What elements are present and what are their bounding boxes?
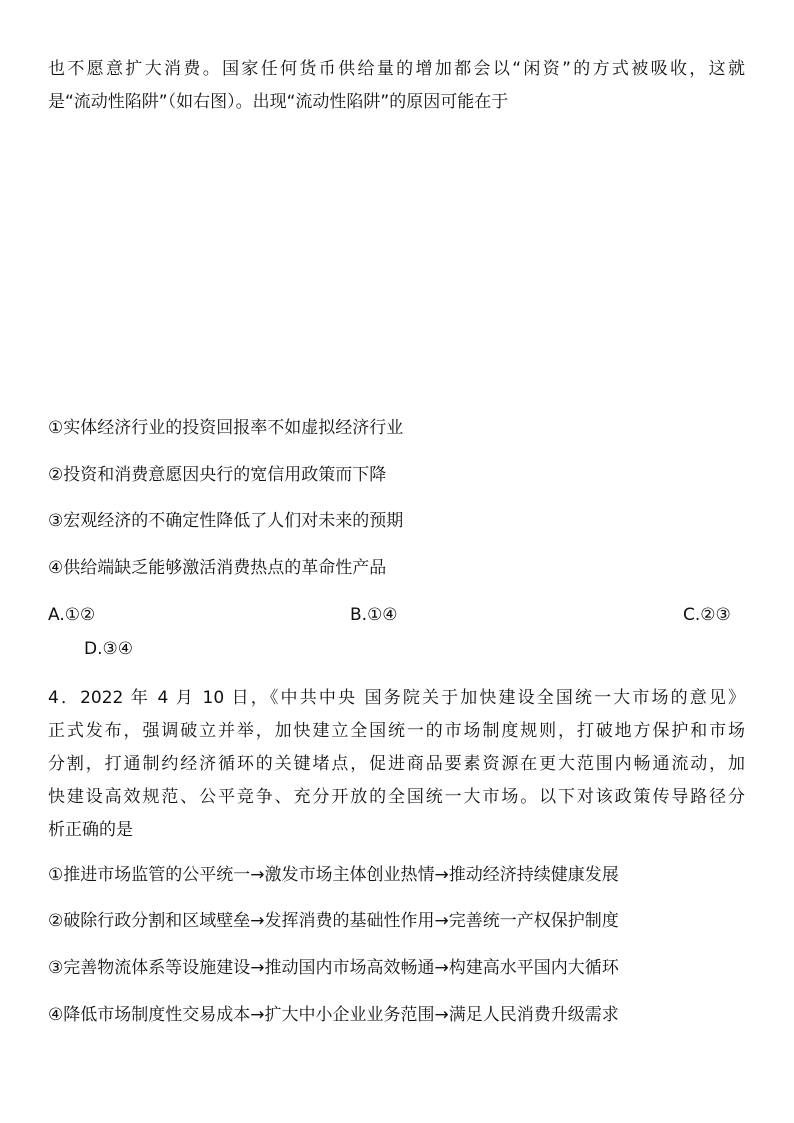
q3-option-b[interactable]: B.①④	[350, 605, 398, 625]
q4-statement-2: ②破除行政分割和区域壁垒→发挥消费的基础性作用→完善统一产权保护制度	[48, 911, 619, 931]
q4-statement-3: ③完善物流体系等设施建设→推动国内市场高效畅通→构建高水平国内大循环	[48, 958, 619, 978]
q4-stem-line-2: 正式发布，强调破立并举，加快建立全国统一的市场制度规则，打破地方保护和市场	[48, 721, 745, 741]
q3-option-d[interactable]: D.③④	[84, 639, 133, 659]
q3-statement-3: ③宏观经济的不确定性降低了人们对未来的预期	[48, 511, 404, 531]
q3-statement-1: ①实体经济行业的投资回报率不如虚拟经济行业	[48, 418, 404, 438]
q3-option-c[interactable]: C.②③	[683, 605, 731, 625]
q3-statement-4: ④供给端缺乏能够激活消费热点的革命性产品	[48, 558, 387, 578]
q3-option-a[interactable]: A.①②	[48, 605, 96, 625]
figure-placeholder-area	[48, 122, 745, 402]
intro-line-1: 也不愿意扩大消费。国家任何货币供给量的增加都会以“闲资”的方式被吸收，这就	[48, 59, 745, 79]
q4-stem-line-5: 析正确的是	[48, 820, 133, 840]
q4-statement-1: ①推进市场监管的公平统一→激发市场主体创业热情→推动经济持续健康发展	[48, 865, 619, 885]
q4-statement-4: ④降低市场制度性交易成本→扩大中小企业业务范围→满足人民消费升级需求	[48, 1005, 619, 1025]
q4-stem-line-4: 快建设高效规范、公平竞争、充分开放的全国统一大市场。以下对该政策传导路径分	[48, 787, 745, 807]
q4-stem-line-3: 分割，打通制约经济循环的关键堵点，促进商品要素资源在更大范围内畅通流动，加	[48, 754, 745, 774]
q4-stem-line-1: 4．2022 年 4 月 10 日，《中共中央 国务院关于加快建设全国统一大市场的意见》	[48, 688, 745, 708]
intro-line-2: 是“流动性陷阱”（如右图）。出现“流动性陷阱”的原因可能在于	[48, 92, 509, 112]
q3-statement-2: ②投资和消费意愿因央行的宽信用政策而下降	[48, 465, 387, 485]
